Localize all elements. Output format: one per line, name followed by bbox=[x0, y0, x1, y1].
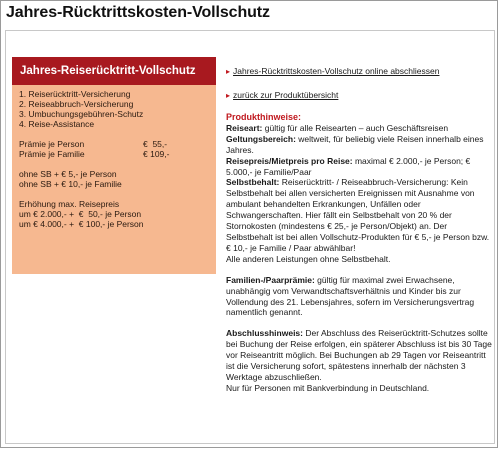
familie-label: Familien-/Paarprämie: bbox=[226, 274, 315, 285]
abschluss-label: Abschlusshinweis: bbox=[226, 328, 303, 339]
product-box bbox=[12, 57, 216, 274]
price-label: Prämie je Person bbox=[19, 139, 85, 149]
arrow-right-icon: ▸ bbox=[226, 91, 231, 100]
online-link-row[interactable] bbox=[226, 66, 439, 76]
arrow-right-icon: ▸ bbox=[226, 67, 231, 76]
selbstbehalt-label: Selbstbehalt: bbox=[226, 177, 280, 188]
reiseart-label: Reiseart: bbox=[226, 122, 263, 133]
online-abschliessen-link[interactable]: Jahres-Rücktrittskosten-Vollschutz online abschliessen bbox=[233, 66, 440, 76]
reisepreis-label: Reisepreis/Mietpreis pro Reise: bbox=[226, 155, 353, 166]
coverage-item: 3. Umbuchungsgebühren-Schutz bbox=[19, 109, 144, 119]
price-row bbox=[19, 139, 208, 149]
familie-text: gültig für maximal zwei Erwachsene, unabhängig vom Verwandtschaftsverhältnis und Kinder bis zur Vollendung des 21. Lebensjahres, sofern im Versicherungsvertrag namentlich genannt. bbox=[226, 274, 475, 318]
page-title: Jahres-Rücktrittskosten-Vollschutz bbox=[6, 4, 270, 21]
geltung-label: Geltungsbereich: bbox=[226, 133, 296, 144]
selbstbehalt-text: Reiserücktritt- / Reiseabbruch-Versicherung: Kein Selbstbehalt bei allen versicherten Ereignissen mit Ausnahme von ambulant behandelten Erkrankungen, Unfällen oder Schwangerschaften. Hier fällt ein Selbstbehalt von 20 % der Stornokosten (mindestens € 25,- je Person/Objekt) an. Der Selbstbehalt ist bei allen Vollschutz-Produkten für € 5,- je Person bzw. € 10,- je Familie / Paar abwählbar! bbox=[226, 177, 490, 253]
price-row bbox=[19, 149, 208, 159]
coverage-item: 2. Reiseabbruch-Versicherung bbox=[19, 99, 134, 109]
product-info-heading: Produkthinweise: bbox=[226, 112, 302, 122]
abschluss-paragraph bbox=[226, 328, 496, 383]
product-info bbox=[226, 112, 496, 394]
price-label: Prämie je Familie bbox=[19, 149, 85, 159]
back-link-row[interactable] bbox=[226, 90, 338, 100]
abschluss-text: Der Abschluss des Reiserücktritt-Schutzes sollte bei Buchung der Reise erfolgen, ein späterer Abschluss ist bis 30 Tage vor Reiseantritt möglich. Bei Buchungen ab 29 Tagen vor Reiseantritt ist die Versicherung sofort, spätestens innerhalb der nächsten 3 Werktage abzuschließen. bbox=[226, 328, 492, 382]
familie-paragraph bbox=[226, 275, 496, 319]
price-value: € 55,- bbox=[143, 139, 168, 149]
reiseart-text: gültig für alle Reisearten – auch Geschäftsreisen bbox=[262, 122, 449, 133]
reiseart-paragraph bbox=[226, 123, 496, 134]
coverage-item: 1. Reiserücktritt-Versicherung bbox=[19, 89, 131, 99]
reisepreis-text: maximal € 2.000,- je Person; € 5.000,- je Familie/Paar bbox=[226, 155, 471, 177]
back-to-overview-link[interactable]: zurück zur Produktübersicht bbox=[233, 90, 339, 100]
increase-title: Erhöhung max. Reisepreis bbox=[19, 199, 120, 209]
price-value: € 109,- bbox=[143, 149, 170, 159]
increase-option: um € 2.000,- + € 50,- je Person bbox=[19, 209, 142, 219]
selbstbehalt-extra: Alle anderen Leistungen ohne Selbstbehalt. bbox=[226, 253, 391, 264]
sb-option: ohne SB + € 5,- je Person bbox=[19, 169, 117, 179]
coverage-item: 4. Reise-Assistance bbox=[19, 119, 95, 129]
product-box-title: Jahres-Reiserücktritt-Vollschutz bbox=[12, 57, 216, 85]
product-box-body bbox=[12, 85, 216, 229]
geltung-text: weltweit, für beliebig viele Reisen innerhalb eines Jahres. bbox=[226, 133, 484, 155]
increase-option: um € 4.000,- + € 100,- je Person bbox=[19, 219, 144, 229]
abschluss-extra: Nur für Personen mit Bankverbindung in Deutschland. bbox=[226, 382, 430, 393]
geltung-paragraph bbox=[226, 134, 496, 156]
sb-option: ohne SB + € 10,- je Familie bbox=[19, 179, 122, 189]
reisepreis-paragraph bbox=[226, 156, 496, 178]
selbstbehalt-paragraph bbox=[226, 177, 496, 253]
